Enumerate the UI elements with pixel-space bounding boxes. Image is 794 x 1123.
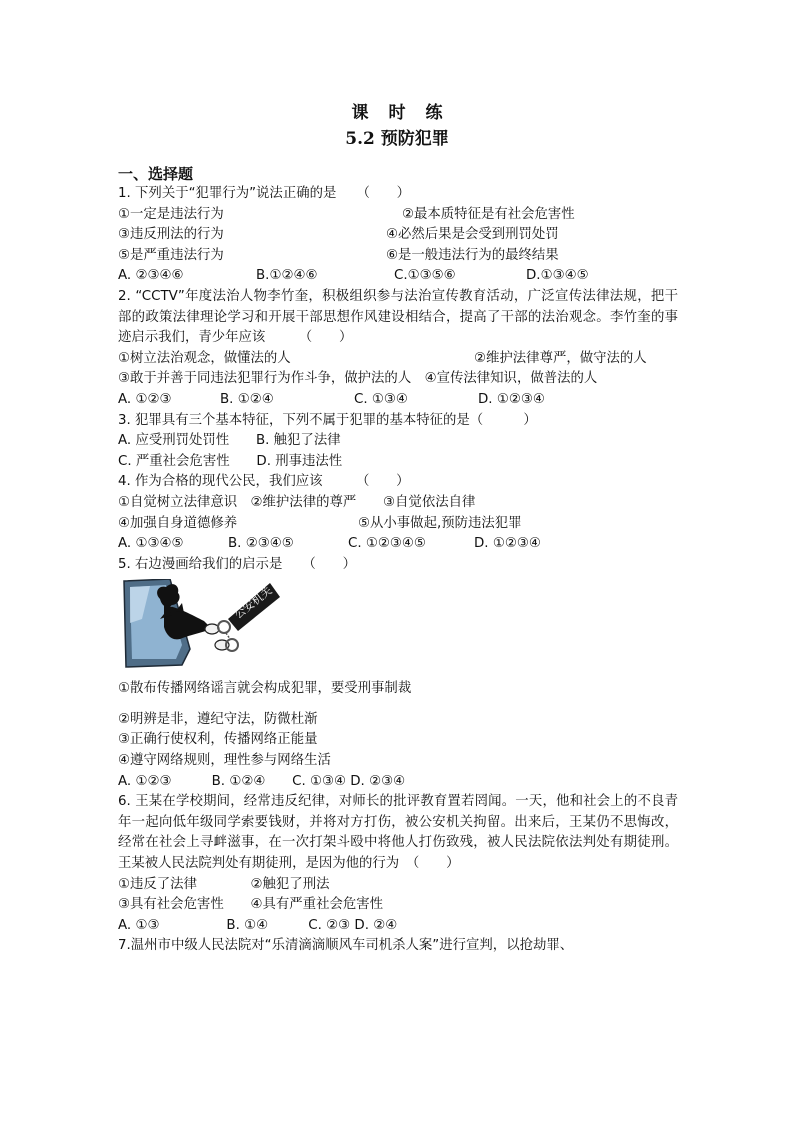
q2-options-row-2: ③敢于并善于同违法犯罪行为作斗争，做护法的人 ④宣传法律知识，做普法的人 xyxy=(118,371,598,387)
hand xyxy=(205,624,219,634)
q6-stem: 6. 王某在学校期间，经常违反纪律，对师长的批评教育置若罔闻。一天，他和社会上的不良青年一起向低年级同学索要钱财，并将对方打伤，被公安机关拘留。出来后，王某仍不思悔改，经常在社会上寻衅滋事，在一次打架斗殴中将他人打伤致残，被人民法院依法判处有期徒刑。王某被人民法院判处有期徒刑，是因为他的行为 （ ） xyxy=(118,794,678,872)
q5-option: ③正确行使权利，传播网络正能量 xyxy=(118,732,318,748)
q4-options-row-2 xyxy=(118,514,678,535)
q1-answers xyxy=(118,266,678,287)
page-subtitle: 5.2 预防犯罪 xyxy=(345,129,449,149)
answer-a: A. ②③④⑥ xyxy=(118,268,184,284)
q4-options-row-1: ①自觉树立法律意识 ②维护法律的尊严 ③自觉依法自律 xyxy=(118,494,476,510)
answer-b: B. ①②④ xyxy=(220,391,274,407)
q1-options-row-3 xyxy=(118,246,678,267)
q5-option: ①散布传播网络谣言就会构成犯罪，要受刑事制裁 xyxy=(118,681,412,697)
q3-answers-ab: A. 应受刑罚处罚性 B. 触犯了法律 xyxy=(118,433,341,449)
q2-stem: 2. “CCTV”年度法治人物李竹奎，积极组织参与法治宣传教育活动，广泛宣传法律法规，把干部的政策法律理论学习和开展干部思想作风建设相结合，提高了干部的法治观念。李竹奎的事迹启示我们，青少年应该 （ ） xyxy=(118,288,678,346)
q6-answers: A. ①③ B. ①④ C. ②③ D. ②④ xyxy=(118,917,398,933)
q6-options-row-1: ①违反了法律 ②触犯了刑法 xyxy=(118,876,330,892)
q2-option: ②维护法律尊严，做守法的人 xyxy=(474,350,647,366)
title-char: 课 xyxy=(351,103,369,123)
q1-stem: 1. 下列关于“犯罪行为”说法正确的是 （ ） xyxy=(118,186,411,201)
answer-d: D. ①②③④ xyxy=(478,391,545,407)
q2-options-row-1 xyxy=(118,349,678,370)
cartoon-illustration xyxy=(120,579,280,671)
q5-option: ②明辨是非，遵纪守法，防微杜渐 xyxy=(118,711,318,727)
answer-b: B. ②③④⑤ xyxy=(228,536,294,552)
section-heading: 一、选择题 xyxy=(118,165,194,183)
q1-option: ②最本质特征是有社会危害性 xyxy=(402,206,575,222)
q2-option: ①树立法治观念，做懂法的人 xyxy=(118,350,291,366)
title-char: 练 xyxy=(425,103,443,123)
page-title xyxy=(0,98,794,123)
q1-option: ①一定是违法行为 xyxy=(118,206,224,222)
q7-stem: 7.温州市中级人民法院对“乐清滴滴顺风车司机杀人案”进行宣判，以抢劫罪、 xyxy=(118,938,574,954)
q1-options-row-2 xyxy=(118,225,678,246)
q6-options-row-2: ③具有社会危害性 ④具有严重社会危害性 xyxy=(118,897,384,913)
answer-c: C. ①③④ xyxy=(354,391,408,407)
answer-a: A. ①②③ xyxy=(118,391,172,407)
q5-stem: 5. 右边漫画给我们的启示是 （ ） xyxy=(118,556,356,572)
q1-option: ⑤是严重违法行为 xyxy=(118,247,224,263)
answer-d: D.①③④⑤ xyxy=(526,268,589,284)
q4-option: ④加强自身道德修养 xyxy=(118,515,238,531)
q1-option: ③违反刑法的行为 xyxy=(118,227,224,243)
answer-c: C. ①②③④⑤ xyxy=(348,536,426,552)
q1-option: ④必然后果是会受到刑罚处罚 xyxy=(386,227,559,243)
q3-answers-cd: C. 严重社会危害性 D. 刑事违法性 xyxy=(118,453,343,469)
q1-option: ⑥是一般违法行为的最终结果 xyxy=(386,247,559,263)
q4-option: ⑤从小事做起,预防违法犯罪 xyxy=(358,515,522,531)
q5-answers: A. ①②③ B. ①②④ C. ①③④ D. ②③④ xyxy=(118,773,406,789)
question-list xyxy=(118,184,678,957)
q4-answers xyxy=(118,534,678,555)
answer-b: B.①②④⑥ xyxy=(256,268,318,284)
sleeve-label: 公安机关 xyxy=(231,584,275,622)
answer-c: C.①③⑤⑥ xyxy=(394,268,456,284)
title-char: 时 xyxy=(388,103,406,123)
answer-a: A. ①③④⑤ xyxy=(118,536,184,552)
q3-stem: 3. 犯罪具有三个基本特征，下列不属于犯罪的基本特征的是（ ） xyxy=(118,412,537,428)
q2-answers xyxy=(118,390,678,411)
q5-option: ④遵守网络规则，理性参与网络生活 xyxy=(118,753,331,769)
answer-d: D. ①②③④ xyxy=(474,536,541,552)
q1-options-row-1 xyxy=(118,205,678,226)
q4-stem: 4. 作为合格的现代公民，我们应该 （ ） xyxy=(118,474,410,490)
spacer xyxy=(118,700,678,710)
